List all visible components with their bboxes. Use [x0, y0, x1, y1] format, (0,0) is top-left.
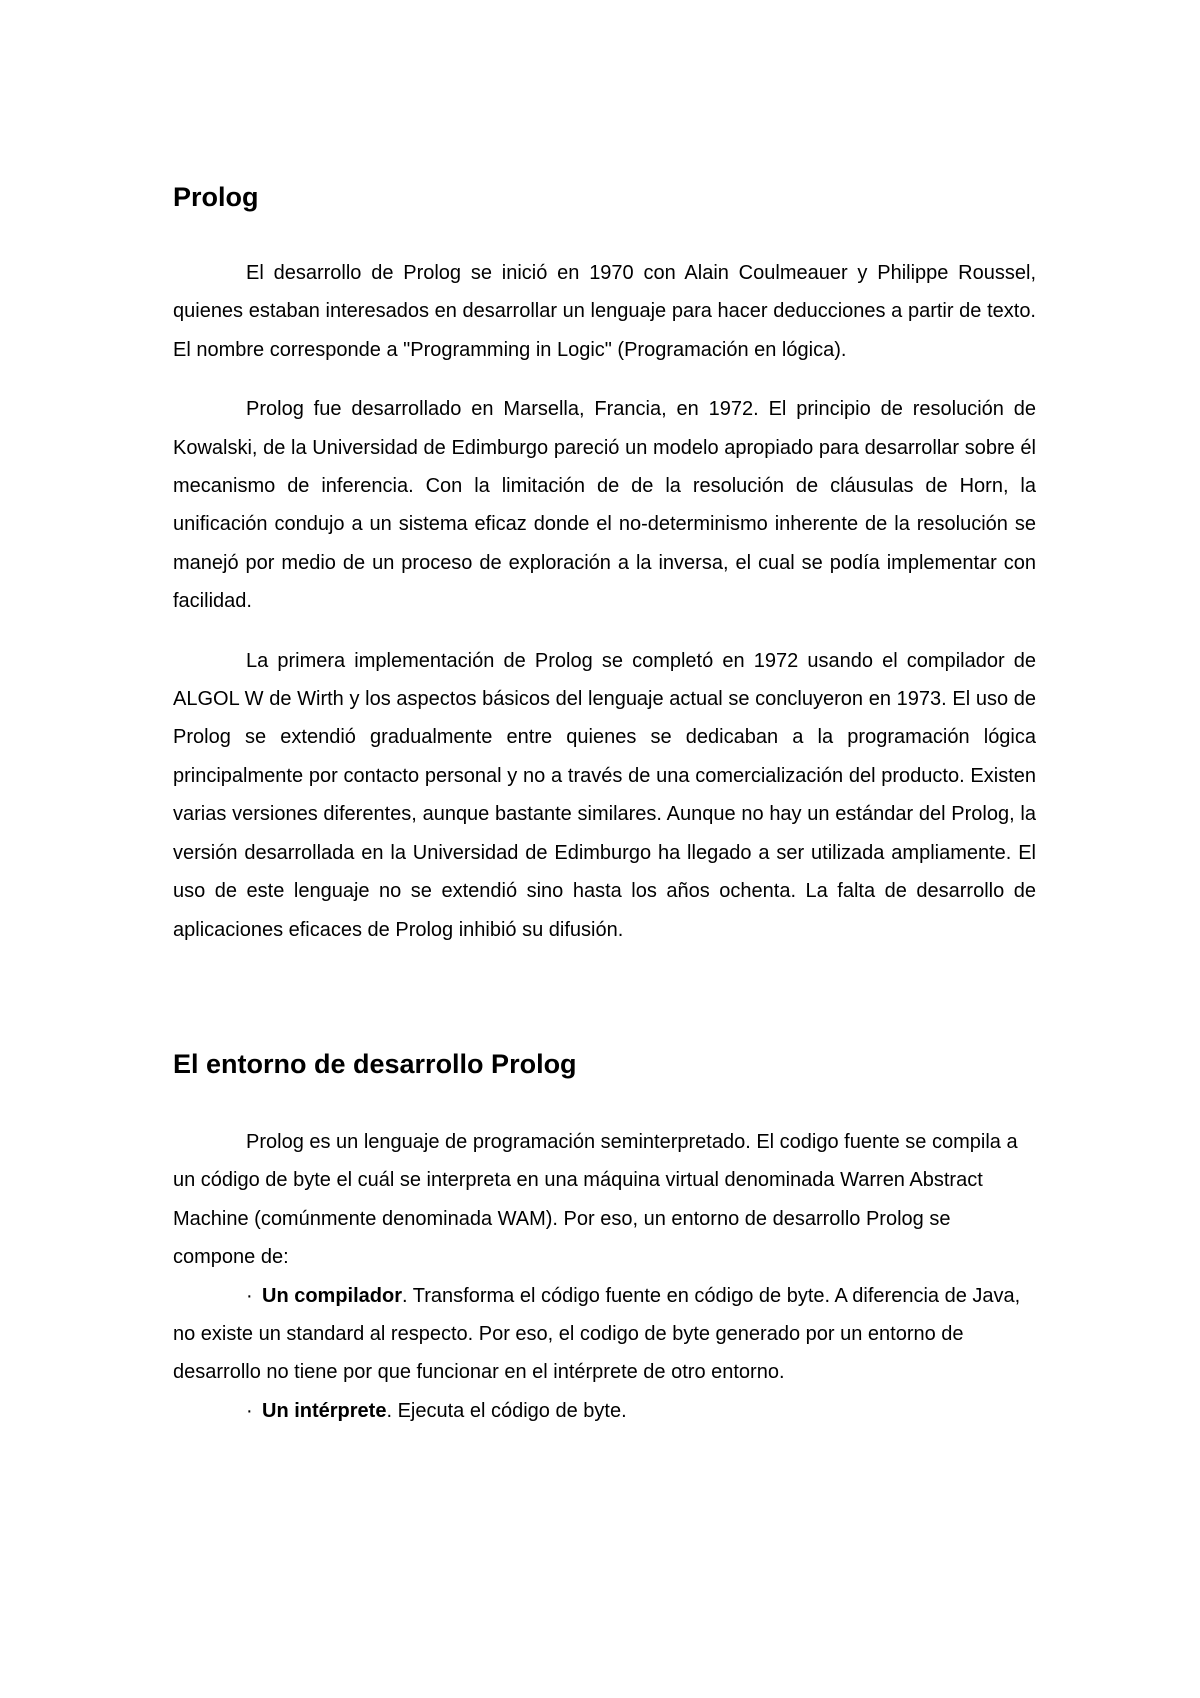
- paragraph-environment-intro: Prolog es un lenguaje de programación seminterpretado. El codigo fuente se compila a un código de byte el cuál se interpreta en una máquina virtual denominada Warren Abstract Machine (comúnmente denominada WAM). Por eso, un entorno de desarrollo Prolog se compone de:: [173, 1130, 1018, 1269]
- bullet-term-compiler: Un compilador: [262, 1284, 403, 1307]
- bullet-icon: ·: [246, 1399, 253, 1422]
- list-item-compiler: [173, 1277, 1036, 1392]
- section-title-environment: El entorno de desarrollo Prolog: [173, 1048, 577, 1079]
- paragraph-history-implementation: La primera implementación de Prolog se completó en 1972 usando el compilador de ALGOL W de Wirth y los aspectos básicos del lenguaje actual se concluyeron en 1973. El uso de Prolog se extendió gradualmente entre quienes se dedicaban a la programación lógica principalmente por contacto personal y no a través de una comercialización del producto. Existen varias versiones diferentes, aunque bastante similares. Aunque no hay un estándar del Prolog, la versión desarrollada en la Universidad de Edimburgo ha llegado a ser utilizada ampliamente. El uso de este lenguaje no se extendió sino hasta los años ochenta. La falta de desarrollo de aplicaciones eficaces de Prolog inhibió su difusión.: [173, 649, 1036, 941]
- bullet-term-interpreter: Un intérprete: [262, 1399, 387, 1422]
- paragraph-history-marseille: Prolog fue desarrollado en Marsella, Francia, en 1972. El principio de resolución de Kowalski, de la Universidad de Edimburgo pareció un modelo apropiado para desarrollar sobre él mecanismo de inferencia. Con la limitación de de la resolución de cláusulas de Horn, la unificación condujo a un sistema eficaz donde el no-determinismo inherente de la resolución se manejó por medio de un proceso de exploración a la inversa, el cual se podía implementar con facilidad.: [173, 398, 1036, 613]
- section-title-prolog: Prolog: [173, 182, 259, 212]
- document-page: [173, 180, 1036, 1430]
- bullet-icon: ·: [246, 1284, 253, 1307]
- paragraph-history-origin: El desarrollo de Prolog se inició en 1970 con Alain Coulmeauer y Philippe Roussel, quienes estaban interesados en desarrollar un lenguaje para hacer deducciones a partir de texto. El nombre corresponde a "Programming in Logic" (Programación en lógica).: [173, 262, 1036, 361]
- bullet-text-compiler: . Transforma el código fuente en código de byte. A diferencia de Java, no existe un standard al respecto. Por eso, el codigo de byte generado por un entorno de desarrollo no tiene por que funcionar en el intérprete de otro entorno.: [173, 1284, 1021, 1384]
- bullet-text-interpreter: . Ejecuta el código de byte.: [386, 1399, 627, 1422]
- list-item-interpreter: [173, 1392, 1036, 1430]
